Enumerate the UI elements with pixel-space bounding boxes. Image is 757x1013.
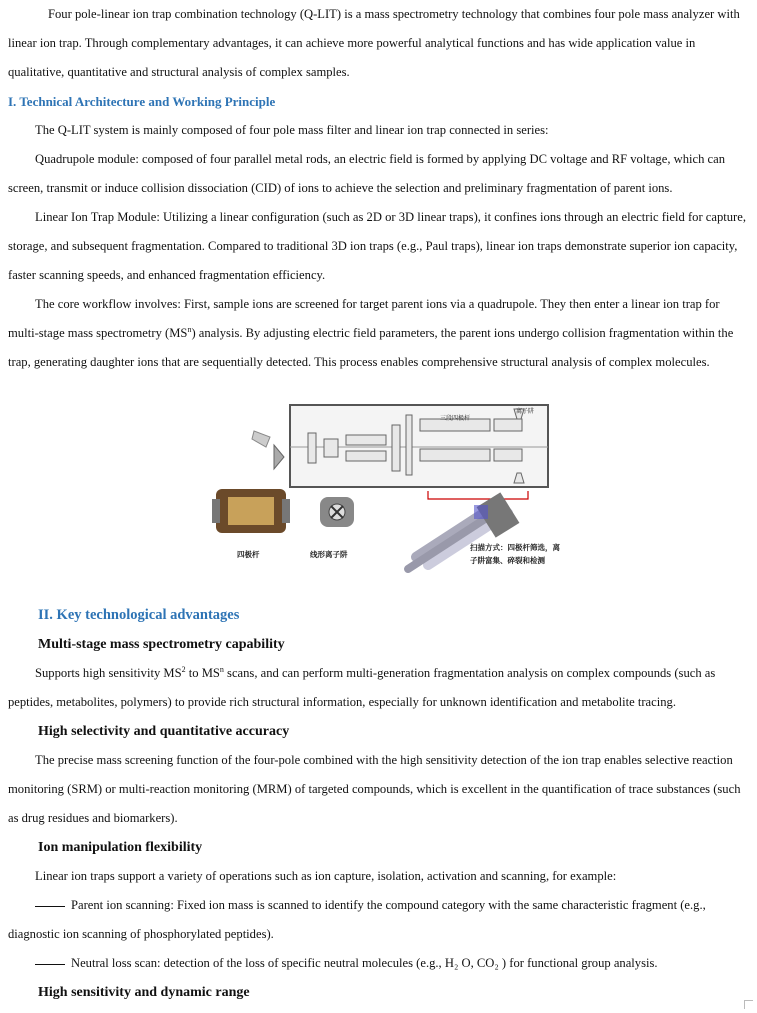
text-run: The core workflow involves: First, sample ions are screened for target parent ions via a quadrupole. They then enter a linear ion trap for multi-stage mass spectrometry (MS: [8, 297, 720, 340]
ion-source-icon: [252, 431, 284, 469]
subheading-ion-manipulation: Ion manipulation flexibility: [38, 840, 203, 855]
text-run: Parent ion scanning: Fixed ion mass is scanned to identify the compound category with the same characteristic fragment (e.g., diagnostic ion scanning of phosphorylated peptides).: [8, 898, 706, 941]
subheading-sensitivity: High sensitivity and dynamic range: [38, 985, 250, 1000]
section-1-paragraph-3: Linear Ion Trap Module: Utilizing a linear configuration (such as 2D or 3D linear traps), it confines ions through an electric field for capture, storage, and subsequent fragmentation. Compared to traditional 3D ion traps (e.g., Paul traps), linear ion traps demonstrate superior ion capacity, faster scanning speeds, and enhanced fragmentation efficiency.: [8, 210, 746, 282]
section-2-heading: II. Key technological advantages: [38, 607, 240, 623]
text-run: Supports high sensitivity MS: [35, 666, 182, 680]
figure-label-linear-trap: 线形离子阱: [310, 550, 348, 559]
selectivity-paragraph: The precise mass screening function of the four-pole combined with the high sensitivity detection of the ion trap enables selective reaction monitoring (SRM) or multi-reaction monitoring (MRM) of targeted compounds, which is excellent in the quantification of trace substances (such as drug residues and biomarkers).: [8, 753, 741, 825]
dash-icon: [35, 906, 65, 907]
superscript: n: [219, 664, 224, 674]
figure-label-scan-line-2: 子阱富集、碎裂和检测: [470, 556, 545, 565]
subheading-multistage: Multi-stage mass spectrometry capability: [38, 637, 285, 652]
dash-icon: [35, 964, 65, 965]
subheading-selectivity: High selectivity and quantitative accuracy: [38, 724, 290, 739]
linear-trap-image: [320, 497, 354, 527]
instrument-figure: [8, 389, 750, 594]
figure-label-scan-line-1: 扫描方式：四极杆筛选，离: [470, 543, 560, 552]
figure-label-tube: 三段四极杆: [440, 415, 471, 422]
section-1-paragraph-1: The Q-LIT system is mainly composed of four pole mass filter and linear ion trap connected in series:: [35, 123, 549, 137]
text-run: Neutral loss scan: detection of the loss of specific neutral molecules (e.g., H₂ O, CO₂ ) for functional group analysis.: [71, 956, 658, 970]
document-page: [8, 0, 750, 1007]
text-run: to MS: [185, 666, 220, 680]
section-1-heading: I. Technical Architecture and Working Principle: [8, 94, 276, 109]
superscript: 2: [181, 664, 186, 674]
section-1-paragraph-2: Quadrupole module: composed of four parallel metal rods, an electric field is formed by applying DC voltage and RF voltage, which can screen, transmit or induce collision dissociation (CID) of ions to achieve the selection and preliminary fragmentation of parent ions.: [8, 152, 726, 195]
quadrupole-image: [212, 489, 290, 533]
ion-manipulation-paragraph: Linear ion traps support a variety of operations such as ion capture, isolation, activation and scanning, for example:: [35, 869, 617, 883]
section-1-paragraph-4: [8, 290, 750, 377]
bullet-parent-ion-scan: [8, 891, 750, 949]
bullet-neutral-loss-scan: [8, 949, 750, 978]
instrument-diagram: [8, 389, 750, 594]
text-run: ) analysis. By adjusting electric field parameters, the parent ions undergo collision fragmentation within the trap, generating daughter ions that are sequentially detected. This process enables comprehensive structural analysis of complex molecules.: [8, 326, 734, 369]
superscript: n: [187, 324, 192, 334]
intro-paragraph: Four pole-linear ion trap combination technology (Q-LIT) is a mass spectrometry technology that combines four pole mass analyzer with linear ion trap. Through complementary advantages, it can achieve more powerful analytical functions and has wide application value in qualitative, quantitative and structural analysis of complex samples.: [8, 7, 740, 79]
text-run: scans, and can perform multi-generation fragmentation analysis on complex compounds (such as peptides, metabolites, polymers) to provide rich structural information, especially for unknown identification and metabolite tracing.: [8, 666, 716, 709]
multistage-paragraph: [8, 659, 750, 717]
page-corner-mark: [744, 1000, 753, 1009]
figure-label-trap-top: 离子阱: [516, 408, 535, 415]
figure-label-quadrupole: 四极杆: [237, 550, 260, 559]
